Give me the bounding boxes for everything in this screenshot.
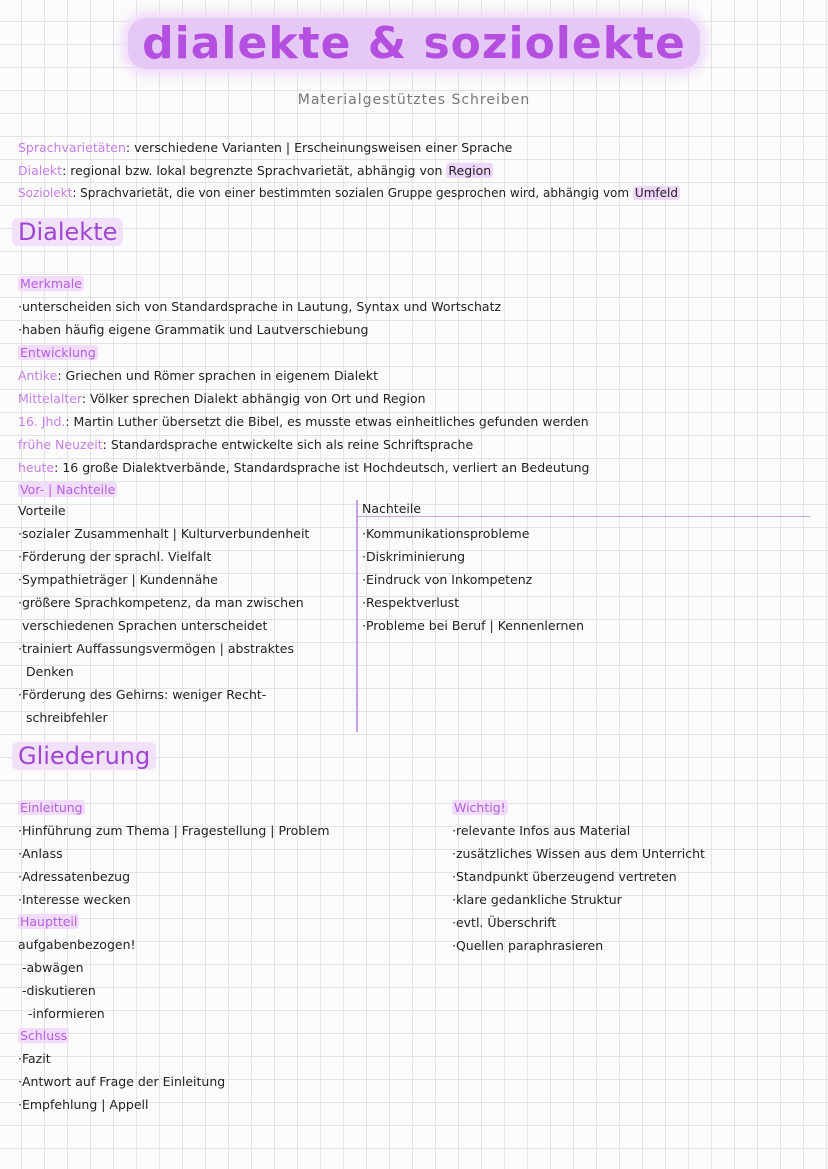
table-divider-vertical	[356, 500, 358, 732]
hauptteil-item: -informieren	[28, 1006, 105, 1021]
entwicklung-item: Mittelalter: Völker sprechen Dialekt abhängig von Ort und Region	[18, 391, 426, 406]
entwicklung-item: Antike: Griechen und Römer sprachen in eigenem Dialekt	[18, 368, 379, 383]
nachteil-item: ·Kommunikationsprobleme	[362, 526, 530, 541]
schluss-item: ·Empfehlung | Appell	[18, 1097, 149, 1112]
vorteil-item: verschiedenen Sprachen unterscheidet	[22, 618, 268, 633]
page-subtitle: Materialgestütztes Schreiben	[297, 92, 531, 108]
wichtig-item: ·Standpunkt überzeugend vertreten	[452, 869, 677, 884]
einleitung-item: ·Hinführung zum Thema | Fragestellung | Problem	[18, 823, 330, 838]
vorteil-item: ·trainiert Auffassungsvermögen | abstraktes	[18, 641, 294, 656]
wichtig-item: ·relevante Infos aus Material	[452, 823, 631, 838]
wichtig-item: ·klare gedankliche Struktur	[452, 892, 622, 907]
vorteil-item: schreibfehler	[26, 710, 108, 725]
wichtig-item: ·Quellen paraphrasieren	[452, 938, 604, 953]
list-item: ·haben häufig eigene Grammatik und Lautverschiebung	[18, 322, 369, 337]
column-header-nachteile: Nachteile	[362, 501, 422, 516]
vorteil-item: ·sozialer Zusammenhalt | Kulturverbundenheit	[18, 526, 310, 541]
label-schluss: Schluss	[20, 1028, 68, 1043]
hauptteil-item: -abwägen	[22, 960, 84, 975]
page-title: dialekte & soziolekte	[0, 18, 828, 69]
einleitung-item: ·Anlass	[18, 846, 63, 861]
wichtig-item: ·zusätzliches Wissen aus dem Unterricht	[452, 846, 705, 861]
section-heading-dialekte: Dialekte	[12, 218, 123, 246]
nachteil-item: ·Eindruck von Inkompetenz	[362, 572, 533, 587]
definition-soziolekt: Soziolekt: Sprachvarietät, die von einer bestimmten sozialen Gruppe gesprochen wird, abhängig vom Umfeld	[18, 186, 678, 200]
entwicklung-item: 16. Jhd.: Martin Luther übersetzt die Bibel, es musste etwas einheitliches gefunden werden	[18, 414, 589, 429]
label-wichtig: Wichtig!	[454, 800, 506, 815]
schluss-item: ·Fazit	[18, 1051, 51, 1066]
vorteil-item: ·Förderung der sprachl. Vielfalt	[18, 549, 212, 564]
label-hauptteil: Hauptteil	[20, 914, 78, 929]
column-header-vorteile: Vorteile	[18, 503, 66, 518]
nachteil-item: ·Respektverlust	[362, 595, 460, 610]
einleitung-item: ·Interesse wecken	[18, 892, 131, 907]
schluss-item: ·Antwort auf Frage der Einleitung	[18, 1074, 226, 1089]
hauptteil-item: aufgabenbezogen!	[18, 937, 136, 952]
nachteil-item: ·Diskriminierung	[362, 549, 466, 564]
einleitung-item: ·Adressatenbezug	[18, 869, 131, 884]
label-einleitung: Einleitung	[20, 800, 83, 815]
vorteil-item: ·Förderung des Gehirns: weniger Recht-	[18, 687, 267, 702]
entwicklung-item: frühe Neuzeit: Standardsprache entwickelte sich als reine Schriftsprache	[18, 437, 474, 452]
list-item: ·unterscheiden sich von Standardsprache in Lautung, Syntax und Wortschatz	[18, 299, 502, 314]
definition-sprachvarietaeten: Sprachvarietäten: verschiedene Varianten | Erscheinungsweisen einer Sprache	[18, 140, 513, 155]
entwicklung-item: heute: 16 große Dialektverbände, Standardsprache ist Hochdeutsch, verliert an Bedeutung	[18, 460, 590, 475]
section-heading-gliederung: Gliederung	[12, 742, 156, 770]
nachteil-item: ·Probleme bei Beruf | Kennenlernen	[362, 618, 585, 633]
hauptteil-item: -diskutieren	[22, 983, 96, 998]
definition-dialekt: Dialekt: regional bzw. lokal begrenzte Sprachvarietät, abhängig von Region	[18, 163, 492, 178]
vorteil-item: ·Sympathieträger | Kundennähe	[18, 572, 218, 587]
vorteil-item: Denken	[26, 664, 74, 679]
label-merkmale: Merkmale	[20, 276, 82, 291]
label-vor-nachteile: Vor- | Nachteile	[20, 482, 116, 497]
vorteil-item: ·größere Sprachkompetenz, da man zwischen	[18, 595, 304, 610]
table-divider-horizontal	[358, 516, 810, 517]
label-entwicklung: Entwicklung	[20, 345, 96, 360]
wichtig-item: ·evtl. Überschrift	[452, 915, 557, 930]
